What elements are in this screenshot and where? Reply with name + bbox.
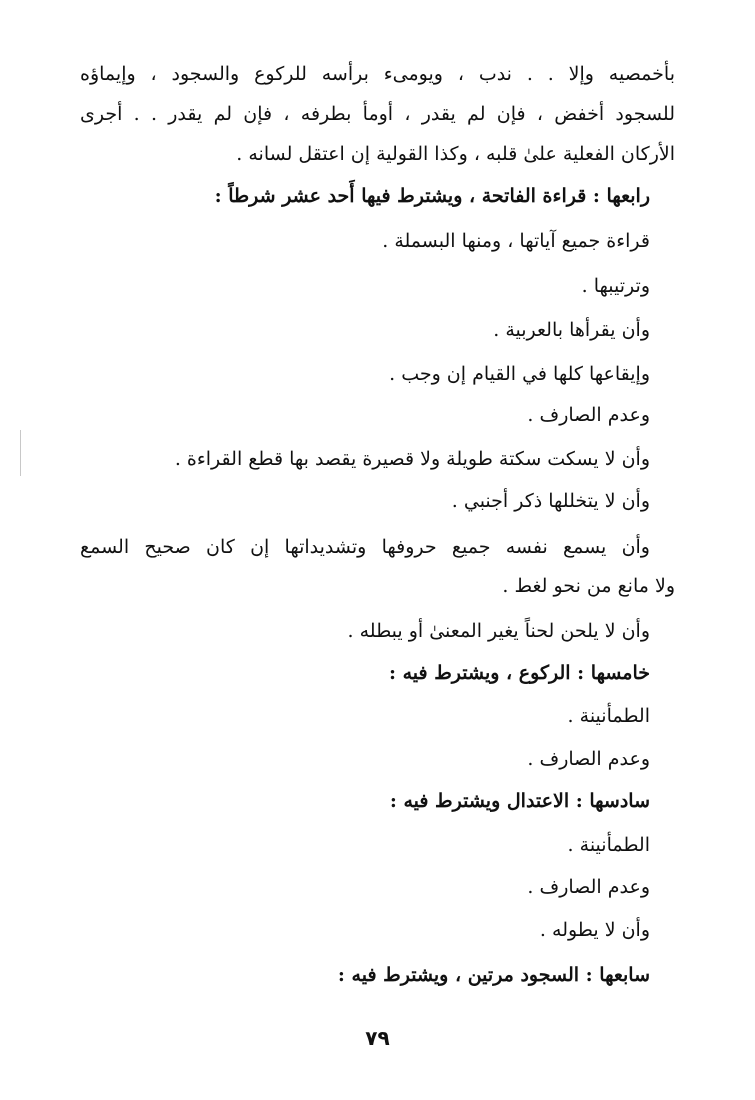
text-line: للسجود أخفض ، فإن لم يقدر ، أومأ بطرفه ، فإن لم يقدر . . أجرى [80, 103, 675, 125]
section-heading: رابعها : قراءة الفاتحة ، ويشترط فيها أَحد عشر شرطاً : [214, 185, 650, 207]
text-line: ولا مانع من نحو لغط . [502, 575, 675, 597]
section-heading: سادسها : الاعتدال ويشترط فيه : [389, 790, 650, 812]
text-line: الأركان الفعلية علىٰ قلبه ، وكذا القولية إن اعتقل لسانه . [236, 143, 675, 165]
text-line: بأخمصيه وإلا . . ندب ، ويومىء برأسه للركوع والسجود ، وإيماؤه [80, 63, 675, 85]
text-line: وإيقاعها كلها في القيام إن وجب . [389, 363, 650, 385]
section-heading: خامسها : الركوع ، ويشترط فيه : [388, 662, 650, 684]
text-line: وعدم الصارف . [527, 748, 650, 770]
text-line: وعدم الصارف . [527, 876, 650, 898]
text-line: وأن لا يطوله . [539, 919, 650, 941]
text-line: وأن يقرأها بالعربية . [493, 319, 650, 341]
text-line: وأن لا يتخللها ذكر أجنبي . [451, 490, 650, 512]
text-line: الطمأنينة . [567, 705, 650, 727]
section-heading: سابعها : السجود مرتين ، ويشترط فيه : [337, 964, 650, 986]
text-line: وعدم الصارف . [527, 404, 650, 426]
text-line: قراءة جميع آياتها ، ومنها البسملة . [382, 230, 650, 252]
text-line: وترتيبها . [581, 275, 650, 297]
margin-rule [20, 430, 21, 476]
text-line: الطمأنينة . [567, 834, 650, 856]
text-line: وأن لا يلحن لحناً يغير المعنىٰ أو يبطله . [347, 620, 650, 642]
text-line: وأن لا يسكت سكتة طويلة ولا قصيرة يقصد بها قطع القراءة . [174, 448, 650, 470]
text-line: وأن يسمع نفسه جميع حروفها وتشديداتها إن كان صحيح السمع [80, 536, 650, 558]
page-number: ٧٩ [365, 1026, 390, 1050]
